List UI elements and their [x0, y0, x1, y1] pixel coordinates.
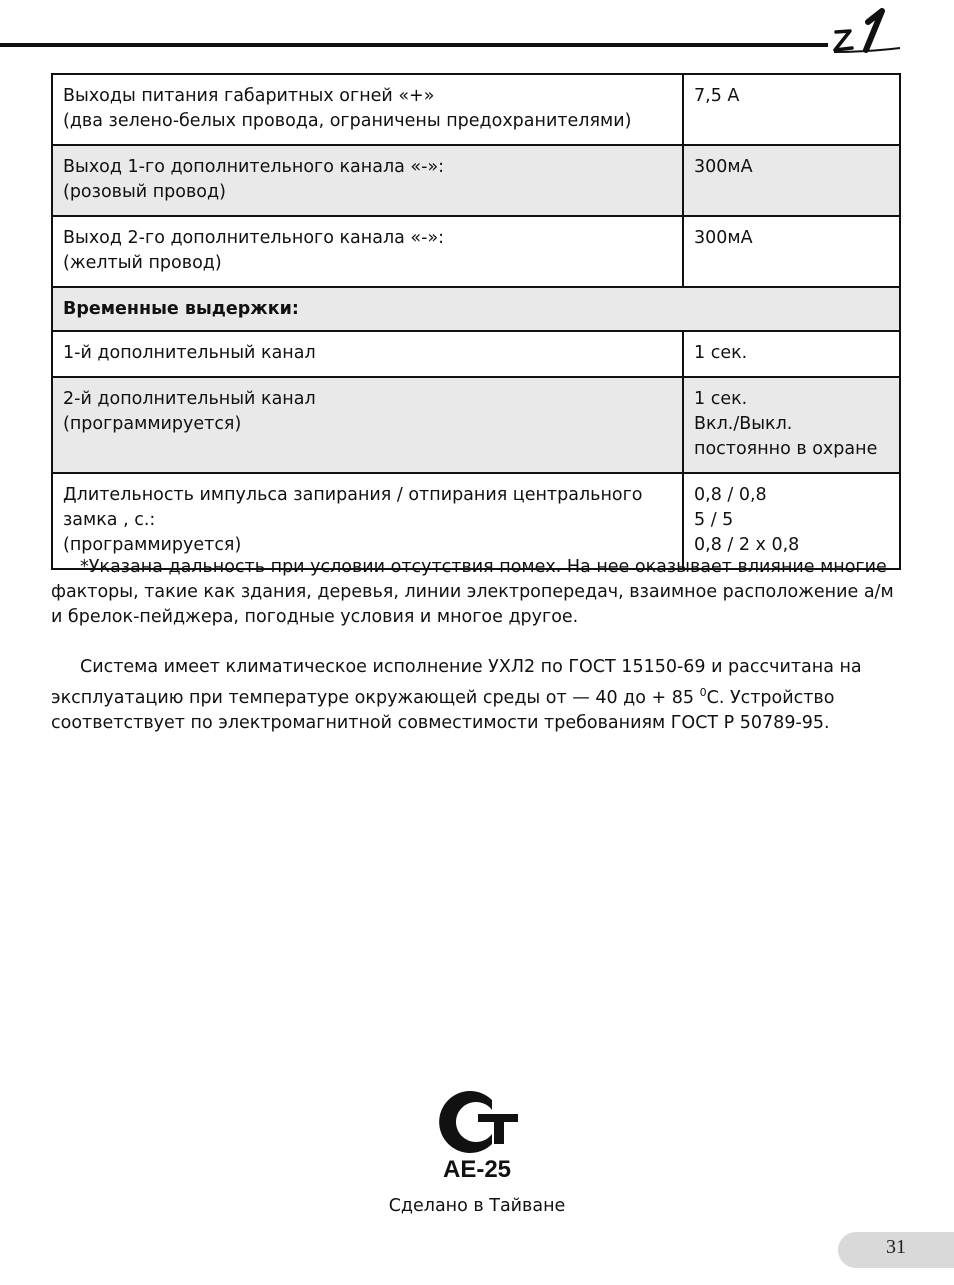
section-heading: Временные выдержки:: [52, 287, 900, 331]
parameter-line: (розовый провод): [63, 182, 226, 202]
page-number: 31: [886, 1236, 906, 1258]
climate-compliance-note: Система имеет климатическое исполнение УХЛ2 по ГОСТ 15150-69 и рассчитана на эксплуатацию при температуре окружающей среды от — 40 до + 85 $^0$С. Устройство соответствует по электромагнитной совместимости требованиям ГОСТ Р 50789-95.: [51, 657, 862, 733]
parameter-line: (программируется): [63, 535, 242, 555]
certification-code: AE-25: [442, 1156, 512, 1183]
parameter-cell: [52, 74, 683, 145]
page-number-tab: [838, 1232, 954, 1268]
parameter-line: (программируется): [63, 414, 242, 434]
degree-superscript: 0: [699, 686, 707, 699]
table-section-row: [52, 287, 900, 331]
value-cell: [683, 74, 900, 145]
value-cell: [683, 145, 900, 216]
value-line: 7,5 А: [694, 86, 740, 106]
value-line: 0,8 / 0,8: [694, 485, 767, 505]
header-rule: [0, 43, 828, 47]
parameter-line: Длительность импульса запирания / отпирания центрального: [63, 485, 643, 505]
value-line: 300мА: [694, 228, 753, 248]
gost-certification-mark-icon: [430, 1090, 524, 1154]
specifications-table: [51, 73, 901, 570]
table-row: [52, 216, 900, 287]
parameter-line: Выход 2-го дополнительного канала «-»:: [63, 228, 445, 248]
value-line: 1 сек.: [694, 343, 748, 363]
value-cell: [683, 377, 900, 473]
value-cell: [683, 331, 900, 377]
table-row: [52, 331, 900, 377]
range-footnote: *Указана дальность при условии отсутствия помех. На нее оказывает влияние многие факторы, такие как здания, деревья, линии электропередач, взаимное расположение а/м и брелок-пейджера, погодные условия и многое другое.: [51, 557, 894, 627]
value-line: постоянно в охране: [694, 439, 878, 459]
value-line: 1 сек.: [694, 389, 748, 409]
value-line: 5 / 5: [694, 510, 734, 530]
parameter-line: 2-й дополнительный канал: [63, 389, 316, 409]
parameter-line: 1-й дополнительный канал: [63, 343, 316, 363]
parameter-line: (желтый провод): [63, 253, 222, 273]
table-row: [52, 74, 900, 145]
value-line: 0,8 / 2 х 0,8: [694, 535, 800, 555]
value-line: Вкл./Выкл.: [694, 414, 793, 434]
z1-logo-icon: [830, 8, 902, 58]
parameter-cell: [52, 145, 683, 216]
notes: [51, 555, 907, 761]
parameter-cell: [52, 331, 683, 377]
made-in-label: Сделано в Тайване: [388, 1196, 566, 1216]
value-cell: [683, 216, 900, 287]
parameter-line: (два зелено-белых провода, ограничены предохранителями): [63, 111, 632, 131]
parameter-line: Выходы питания габаритных огней «+»: [63, 86, 435, 106]
value-line: 300мА: [694, 157, 753, 177]
parameter-line: замка , с.:: [63, 510, 156, 530]
table-row: [52, 377, 900, 473]
parameter-cell: [52, 377, 683, 473]
parameter-cell: [52, 216, 683, 287]
certification-block: [0, 1090, 954, 1218]
table-row: [52, 145, 900, 216]
parameter-line: Выход 1-го дополнительного канала «-»:: [63, 157, 445, 177]
